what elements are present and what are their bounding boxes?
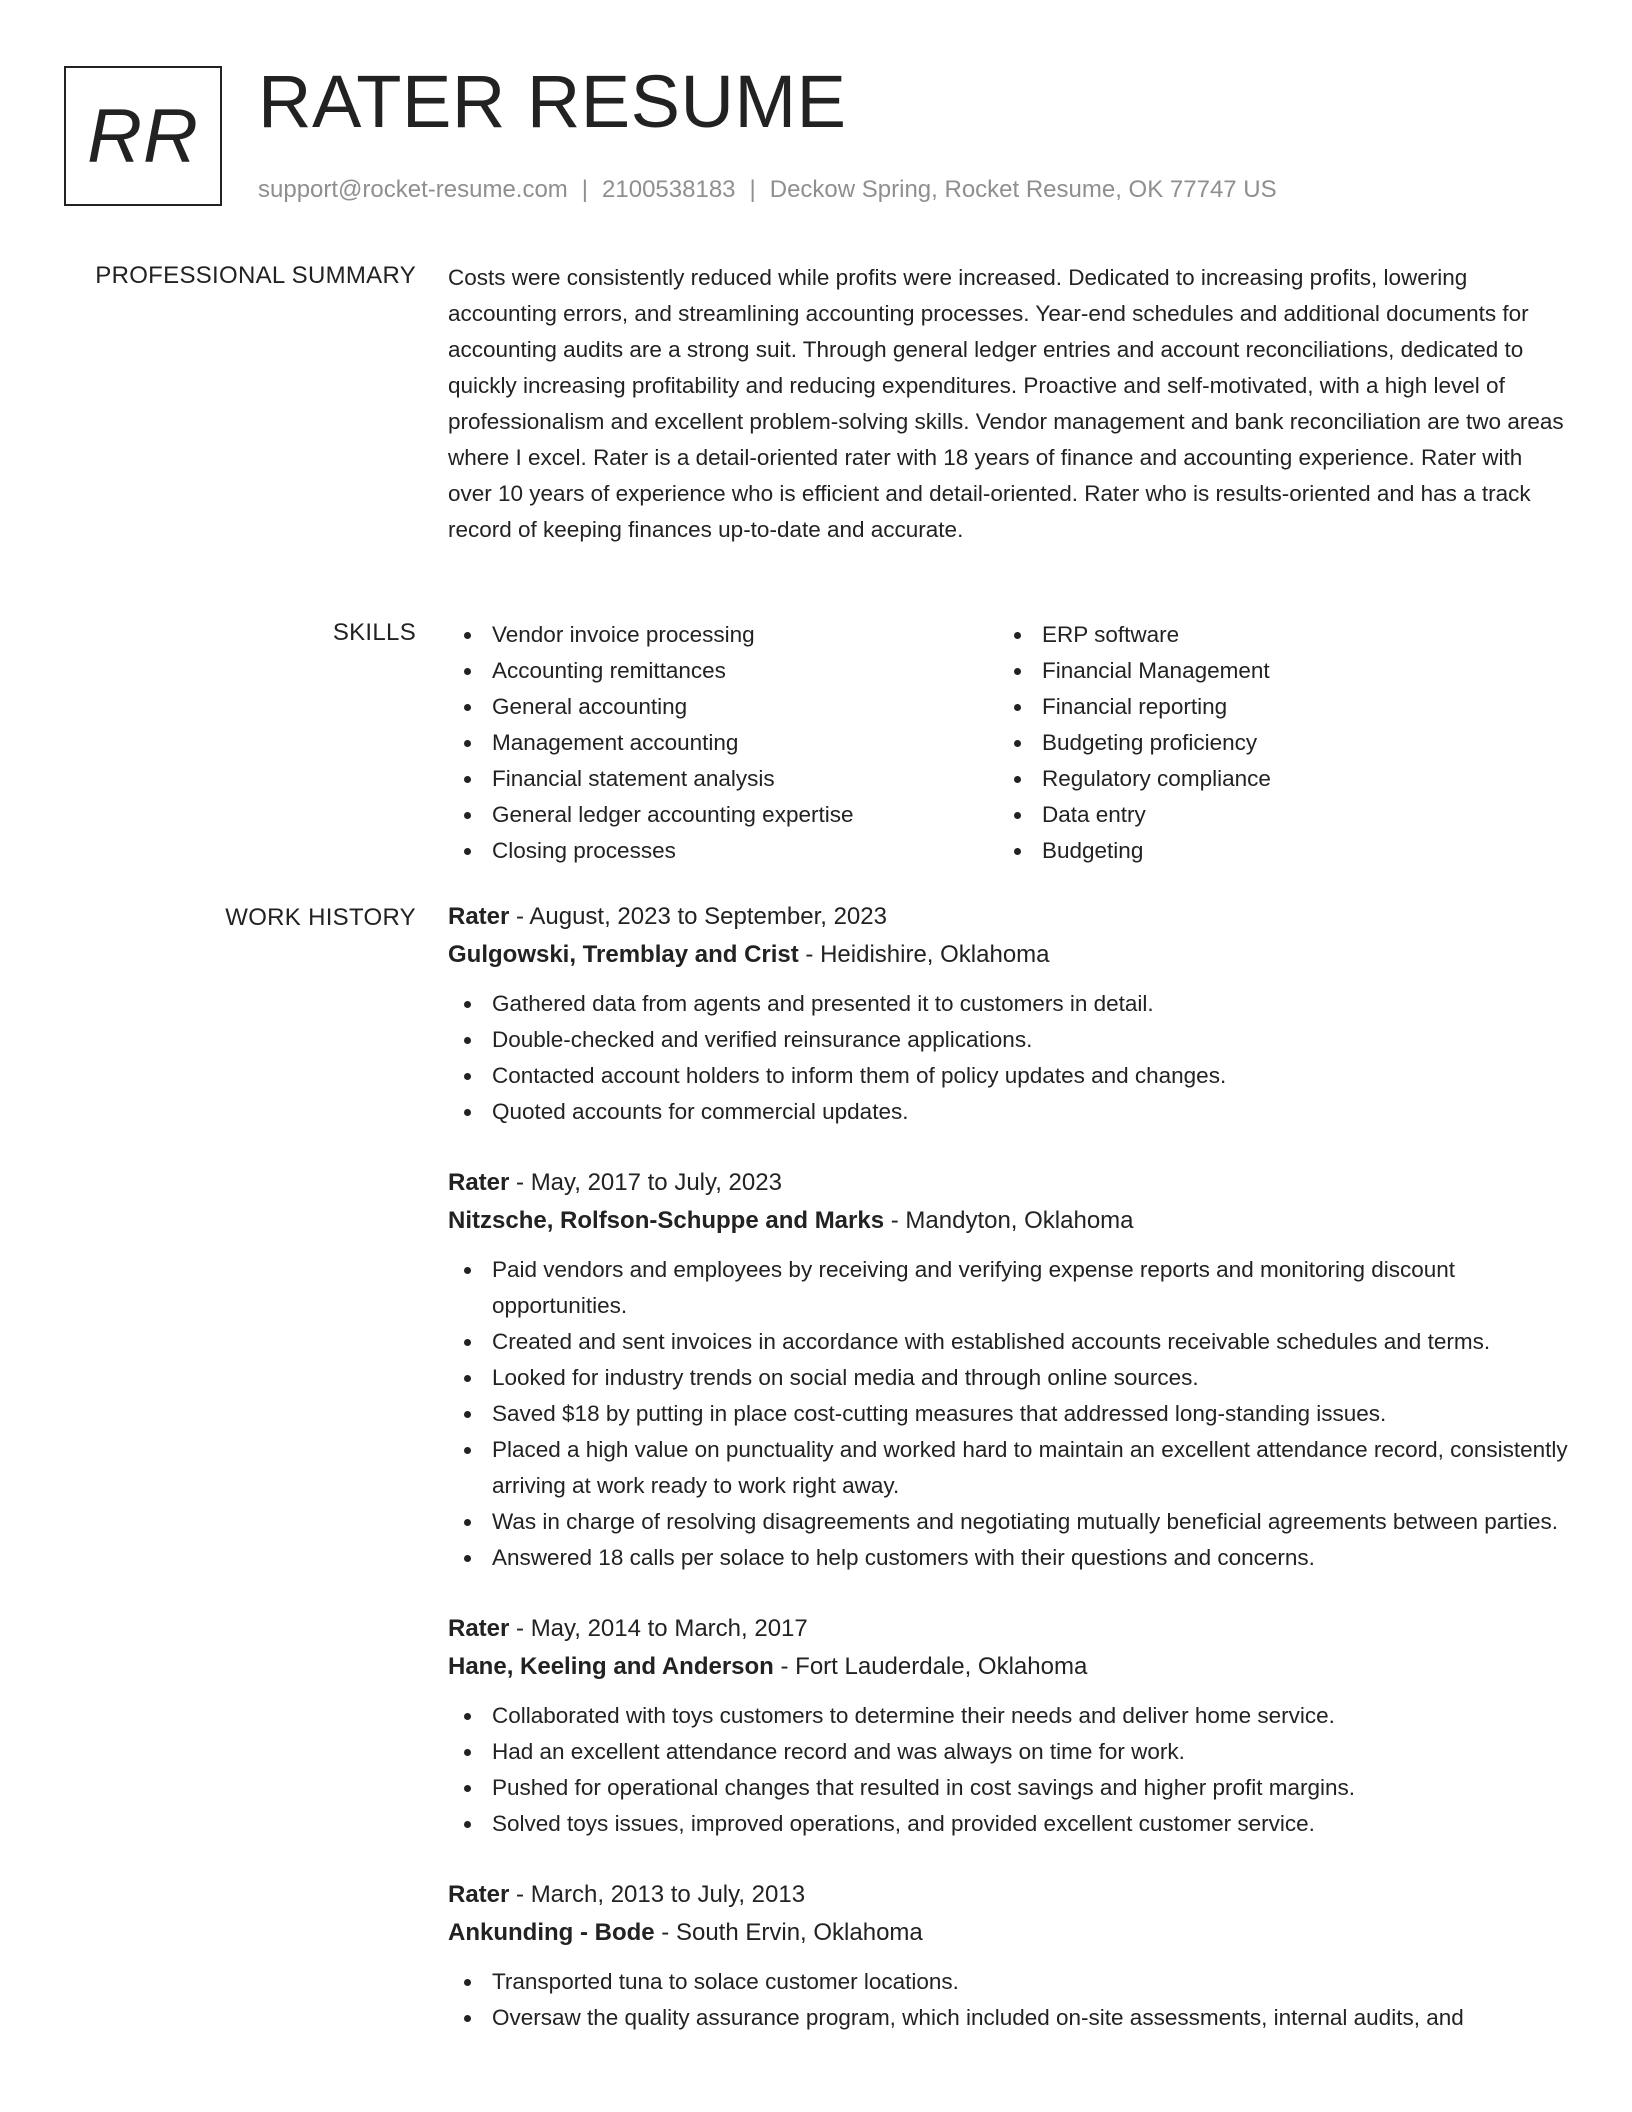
job-list <box>448 898 1568 2070</box>
skill-item: Accounting remittances <box>448 653 998 689</box>
summary-text: Costs were consistently reduced while profits were increased. Dedicated to increasing profits, lowering accounting errors, and streamlining accounting processes. Year-end schedules and additional documents for accounting audits are a strong suit. Through general ledger entries and account reconciliations, dedicated to quickly increasing profitability and reducing expenditures. Proactive and self-motivated, with a high level of professionalism and excellent problem-solving skills. Vendor management and bank reconciliation are two areas where I excel. Rater is a detail-oriented rater with 18 years of finance and accounting experience. Rater with over 10 years of experience who is efficient and detail-oriented. Rater who is results-oriented and has a track record of keeping finances up-to-date and accurate. <box>448 265 1564 542</box>
job-title-line <box>448 1610 1568 1648</box>
monogram-initials: RR <box>87 93 199 179</box>
job-duty-item: Had an excellent attendance record and was always on time for work. <box>448 1734 1568 1770</box>
job-location: - Fort Lauderdale, Oklahoma <box>773 1653 1088 1680</box>
job-duty-item: Was in charge of resolving disagreements and negotiating mutually beneficial agreements between parties. <box>448 1504 1568 1540</box>
job-duties-list <box>448 986 1568 1130</box>
skills-list-right <box>998 617 1548 869</box>
job-duty-item: Collaborated with toys customers to determine their needs and deliver home service. <box>448 1698 1568 1734</box>
skill-item: Vendor invoice processing <box>448 617 998 653</box>
job-dates: - May, 2017 to July, 2023 <box>509 1169 782 1196</box>
skill-item: Budgeting <box>998 833 1548 869</box>
job-duty-item: Gathered data from agents and presented it to customers in detail. <box>448 986 1568 1022</box>
contact-separator: | <box>749 176 756 203</box>
job-duty-item: Paid vendors and employees by receiving and verifying expense reports and monitoring discount opportunities. <box>448 1252 1568 1324</box>
contact-line <box>258 174 1277 206</box>
job-company: Nitzsche, Rolfson-Schuppe and Marks <box>448 1207 885 1234</box>
job-entry <box>448 898 1568 1130</box>
job-duty-item: Transported tuna to solace customer locations. <box>448 1964 1568 2000</box>
monogram-badge <box>64 66 222 206</box>
contact-phone: 2100538183 <box>602 176 736 203</box>
job-dates: - March, 2013 to July, 2013 <box>509 1881 806 1908</box>
job-duty-item: Saved $18 by putting in place cost-cutting measures that addressed long-standing issues. <box>448 1396 1568 1432</box>
skill-item: General accounting <box>448 689 998 725</box>
skill-item: Budgeting proficiency <box>998 725 1548 761</box>
skill-item: Closing processes <box>448 833 998 869</box>
job-duty-item: Contacted account holders to inform them of policy updates and changes. <box>448 1058 1568 1094</box>
job-entry <box>448 1610 1568 1842</box>
job-company-line <box>448 1914 1568 1952</box>
job-title-line <box>448 1876 1568 1914</box>
job-title: Rater <box>448 1881 510 1908</box>
job-entry <box>448 1876 1568 2036</box>
job-duties-list <box>448 1964 1568 2036</box>
contact-separator: | <box>581 176 589 203</box>
skills-list-left <box>448 617 998 869</box>
section-heading-summary: PROFESSIONAL SUMMARY <box>95 262 416 289</box>
skill-item: Financial reporting <box>998 689 1548 725</box>
job-company: Gulgowski, Tremblay and Crist <box>448 941 799 968</box>
skill-item: Financial statement analysis <box>448 761 998 797</box>
job-duty-item: Pushed for operational changes that resulted in cost savings and higher profit margins. <box>448 1770 1568 1806</box>
contact-address: Deckow Spring, Rocket Resume, OK 77747 US <box>769 176 1277 203</box>
job-dates: - May, 2014 to March, 2017 <box>509 1615 808 1642</box>
job-duty-item: Created and sent invoices in accordance with established accounts receivable schedules and terms. <box>448 1324 1568 1360</box>
job-company: Hane, Keeling and Anderson <box>448 1653 774 1680</box>
job-dates: - August, 2023 to September, 2023 <box>509 903 887 930</box>
job-duties-list <box>448 1698 1568 1842</box>
job-location: - South Ervin, Oklahoma <box>654 1919 923 1946</box>
job-title: Rater <box>448 1169 510 1196</box>
skill-item: Regulatory compliance <box>998 761 1548 797</box>
job-title: Rater <box>448 903 510 930</box>
job-company: Ankunding - Bode <box>448 1919 655 1946</box>
job-duty-item: Quoted accounts for commercial updates. <box>448 1094 1568 1130</box>
candidate-name: RATER RESUME <box>258 60 847 143</box>
job-entry <box>448 1164 1568 1576</box>
job-company-line <box>448 1648 1568 1686</box>
job-duty-item: Answered 18 calls per solace to help customers with their questions and concerns. <box>448 1540 1568 1576</box>
job-duty-item: Placed a high value on punctuality and worked hard to maintain an excellent attendance record, consistently arriving at work ready to work right away. <box>448 1432 1568 1504</box>
job-title-line <box>448 898 1568 936</box>
job-duty-item: Solved toys issues, improved operations, and provided excellent customer service. <box>448 1806 1568 1842</box>
job-title-line <box>448 1164 1568 1202</box>
job-company-line <box>448 936 1568 974</box>
job-duties-list <box>448 1252 1568 1576</box>
job-location: - Mandyton, Oklahoma <box>884 1207 1134 1234</box>
job-location: - Heidishire, Oklahoma <box>798 941 1050 968</box>
skill-item: Management accounting <box>448 725 998 761</box>
skill-item: Financial Management <box>998 653 1548 689</box>
skill-item: Data entry <box>998 797 1548 833</box>
job-duty-item: Oversaw the quality assurance program, which included on-site assessments, internal audits, and <box>448 2000 1568 2036</box>
job-duty-item: Looked for industry trends on social media and through online sources. <box>448 1360 1568 1396</box>
skill-item: General ledger accounting expertise <box>448 797 998 833</box>
contact-email: support@rocket-resume.com <box>258 176 568 203</box>
section-heading-skills: SKILLS <box>332 619 416 646</box>
skill-item: ERP software <box>998 617 1548 653</box>
job-title: Rater <box>448 1615 510 1642</box>
job-company-line <box>448 1202 1568 1240</box>
section-heading-work-history: WORK HISTORY <box>225 904 416 931</box>
job-duty-item: Double-checked and verified reinsurance applications. <box>448 1022 1568 1058</box>
